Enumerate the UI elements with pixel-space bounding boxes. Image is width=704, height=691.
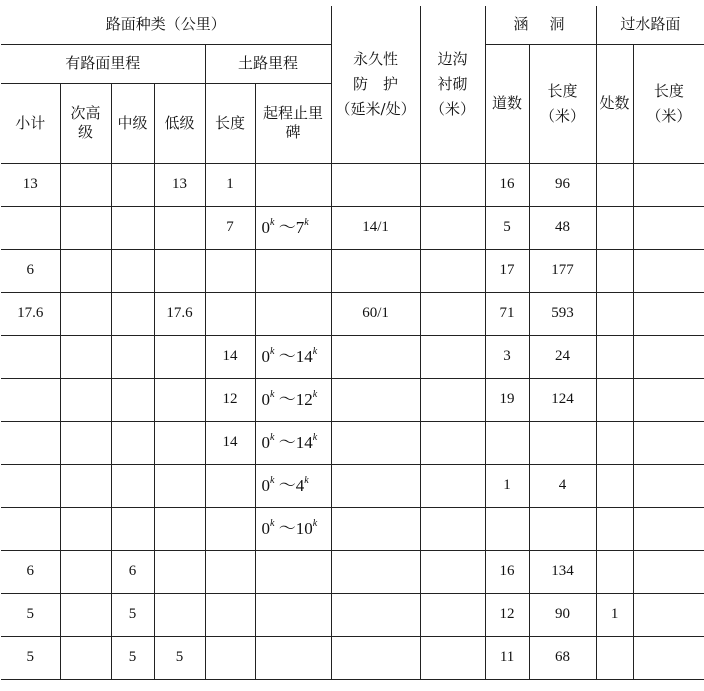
side-ditch-cell	[420, 335, 485, 378]
medium-grade-cell	[111, 206, 154, 249]
low-grade-cell: 5	[154, 636, 205, 679]
ford-count-cell	[596, 421, 633, 464]
subtotal-cell: 5	[1, 636, 60, 679]
side-ditch-cell	[420, 163, 485, 206]
side-ditch-cell	[420, 593, 485, 636]
subtotal-header: 小计	[1, 83, 60, 163]
permanent-protection-cell: 60/1	[331, 292, 420, 335]
start-end-marker-cell	[255, 593, 331, 636]
permanent-protection-cell: 14/1	[331, 206, 420, 249]
dirt-length-cell: 1	[205, 163, 255, 206]
dirt-length-cell: 12	[205, 378, 255, 421]
ford-length-cell	[633, 163, 704, 206]
culvert-count-cell: 19	[485, 378, 529, 421]
table-row	[1, 464, 704, 507]
ford-count-cell	[596, 507, 633, 550]
ford-header: 过水路面	[596, 6, 704, 44]
side-ditch-cell	[420, 421, 485, 464]
permanent-protection-cell	[331, 421, 420, 464]
culvert-length-cell	[529, 507, 596, 550]
permanent-protection-cell	[331, 335, 420, 378]
table-row	[1, 249, 704, 292]
secondary-high-grade-cell	[60, 636, 111, 679]
culvert-count-cell: 11	[485, 636, 529, 679]
table-row	[1, 335, 704, 378]
start-end-marker-cell: 0$^k$ ～7$^k$	[255, 206, 331, 249]
table-row	[1, 292, 704, 335]
start-end-marker-header: 起程止里 碑	[255, 83, 331, 163]
secondary-high-grade-cell	[60, 292, 111, 335]
ford-count-cell	[596, 464, 633, 507]
medium-grade-cell	[111, 507, 154, 550]
start-end-marker-cell: 0$^k$ ～10$^k$	[255, 507, 331, 550]
table-row	[1, 507, 704, 550]
road-statistics-table	[1, 6, 704, 680]
subtotal-cell	[1, 335, 60, 378]
medium-grade-cell	[111, 378, 154, 421]
ford-length-cell	[633, 421, 704, 464]
culvert-count-cell: 1	[485, 464, 529, 507]
ford-length-header: 长度 （米）	[633, 44, 704, 163]
side-ditch-cell	[420, 507, 485, 550]
low-grade-cell	[154, 206, 205, 249]
table-body	[1, 163, 704, 679]
dirt-length-cell	[205, 507, 255, 550]
secondary-high-grade-cell	[60, 163, 111, 206]
ford-length-cell	[633, 507, 704, 550]
dirt-mileage-header: 土路里程	[205, 44, 331, 83]
road-type-header: 路面种类（公里）	[1, 6, 331, 44]
secondary-high-grade-cell	[60, 593, 111, 636]
secondary-high-grade-cell	[60, 249, 111, 292]
low-grade-cell	[154, 335, 205, 378]
subtotal-cell: 6	[1, 550, 60, 593]
culvert-count-cell	[485, 507, 529, 550]
dirt-length-cell	[205, 636, 255, 679]
start-end-marker-cell	[255, 636, 331, 679]
low-grade-cell	[154, 507, 205, 550]
medium-grade-cell	[111, 292, 154, 335]
culvert-length-cell: 134	[529, 550, 596, 593]
low-grade-cell	[154, 421, 205, 464]
side-ditch-cell	[420, 464, 485, 507]
culvert-length-cell: 124	[529, 378, 596, 421]
permanent-protection-cell	[331, 249, 420, 292]
subtotal-cell	[1, 507, 60, 550]
ford-length-cell	[633, 292, 704, 335]
culvert-count-cell: 12	[485, 593, 529, 636]
start-end-marker-cell	[255, 249, 331, 292]
side-ditch-cell	[420, 292, 485, 335]
subtotal-cell: 17.6	[1, 292, 60, 335]
medium-grade-cell	[111, 335, 154, 378]
ford-length-cell	[633, 249, 704, 292]
subtotal-cell	[1, 464, 60, 507]
culvert-length-cell: 4	[529, 464, 596, 507]
culvert-count-cell	[485, 421, 529, 464]
culvert-length-cell: 90	[529, 593, 596, 636]
start-end-marker-cell	[255, 163, 331, 206]
medium-grade-header: 中级	[111, 83, 154, 163]
culvert-length-cell: 68	[529, 636, 596, 679]
ford-count-cell	[596, 335, 633, 378]
low-grade-cell	[154, 464, 205, 507]
ford-count-cell	[596, 378, 633, 421]
low-grade-cell	[154, 249, 205, 292]
permanent-protection-cell	[331, 550, 420, 593]
culvert-count-cell: 71	[485, 292, 529, 335]
paved-mileage-header: 有路面里程	[1, 44, 205, 83]
dirt-length-cell: 7	[205, 206, 255, 249]
secondary-high-grade-cell	[60, 421, 111, 464]
secondary-high-grade-cell	[60, 507, 111, 550]
medium-grade-cell: 5	[111, 593, 154, 636]
medium-grade-cell	[111, 163, 154, 206]
ford-count-cell	[596, 249, 633, 292]
culvert-length-cell: 177	[529, 249, 596, 292]
ford-count-cell	[596, 206, 633, 249]
ford-length-cell	[633, 550, 704, 593]
dirt-length-cell	[205, 292, 255, 335]
subtotal-cell	[1, 206, 60, 249]
secondary-high-grade-cell	[60, 550, 111, 593]
culvert-length-cell: 593	[529, 292, 596, 335]
secondary-high-grade-cell	[60, 206, 111, 249]
low-grade-cell: 17.6	[154, 292, 205, 335]
medium-grade-cell: 6	[111, 550, 154, 593]
subtotal-cell: 5	[1, 593, 60, 636]
permanent-protection-cell	[331, 593, 420, 636]
ford-length-cell	[633, 378, 704, 421]
start-end-marker-cell: 0$^k$ ～14$^k$	[255, 421, 331, 464]
culvert-count-cell: 3	[485, 335, 529, 378]
dirt-length-cell	[205, 249, 255, 292]
start-end-marker-cell: 0$^k$ ～14$^k$	[255, 335, 331, 378]
ford-length-cell	[633, 593, 704, 636]
culvert-count-cell: 16	[485, 163, 529, 206]
subtotal-cell: 13	[1, 163, 60, 206]
dirt-length-header: 长度	[205, 83, 255, 163]
culvert-length-cell: 24	[529, 335, 596, 378]
ford-count-header: 处数	[596, 44, 633, 163]
table-row	[1, 421, 704, 464]
medium-grade-cell	[111, 464, 154, 507]
permanent-protection-cell	[331, 378, 420, 421]
culvert-length-cell	[529, 421, 596, 464]
side-ditch-cell	[420, 206, 485, 249]
ford-length-cell	[633, 206, 704, 249]
ford-count-cell	[596, 163, 633, 206]
culvert-header: 涵 洞	[485, 6, 596, 44]
culvert-count-header: 道数	[485, 44, 529, 163]
culvert-count-cell: 16	[485, 550, 529, 593]
ford-count-cell	[596, 636, 633, 679]
side-ditch-cell	[420, 249, 485, 292]
medium-grade-cell: 5	[111, 636, 154, 679]
table-row	[1, 163, 704, 206]
table-row	[1, 378, 704, 421]
start-end-marker-cell: 0$^k$ ～4$^k$	[255, 464, 331, 507]
table-row	[1, 636, 704, 679]
side-ditch-cell	[420, 378, 485, 421]
table-row	[1, 593, 704, 636]
ford-count-cell: 1	[596, 593, 633, 636]
permanent-protection-header: 永久性 防 护 （延米/处）	[331, 6, 420, 163]
low-grade-cell	[154, 550, 205, 593]
culvert-count-cell: 17	[485, 249, 529, 292]
side-ditch-cell	[420, 550, 485, 593]
culvert-count-cell: 5	[485, 206, 529, 249]
low-grade-cell	[154, 378, 205, 421]
table-row	[1, 206, 704, 249]
ford-length-cell	[633, 464, 704, 507]
dirt-length-cell	[205, 550, 255, 593]
permanent-protection-cell	[331, 636, 420, 679]
medium-grade-cell	[111, 421, 154, 464]
ford-length-cell	[633, 636, 704, 679]
dirt-length-cell: 14	[205, 421, 255, 464]
side-ditch-header: 边沟 衬砌 （米）	[420, 6, 485, 163]
ford-count-cell	[596, 550, 633, 593]
culvert-length-cell: 96	[529, 163, 596, 206]
medium-grade-cell	[111, 249, 154, 292]
dirt-length-cell	[205, 593, 255, 636]
dirt-length-cell	[205, 464, 255, 507]
ford-length-cell	[633, 335, 704, 378]
secondary-high-grade-cell	[60, 335, 111, 378]
subtotal-cell	[1, 421, 60, 464]
table-row	[1, 550, 704, 593]
permanent-protection-cell	[331, 464, 420, 507]
low-grade-cell	[154, 593, 205, 636]
low-grade-cell: 13	[154, 163, 205, 206]
start-end-marker-cell: 0$^k$ ～12$^k$	[255, 378, 331, 421]
permanent-protection-cell	[331, 163, 420, 206]
permanent-protection-cell	[331, 507, 420, 550]
start-end-marker-cell	[255, 550, 331, 593]
subtotal-cell	[1, 378, 60, 421]
culvert-length-cell: 48	[529, 206, 596, 249]
side-ditch-cell	[420, 636, 485, 679]
start-end-marker-cell	[255, 292, 331, 335]
secondary-high-grade-cell	[60, 378, 111, 421]
secondary-high-grade-cell	[60, 464, 111, 507]
dirt-length-cell: 14	[205, 335, 255, 378]
culvert-length-header: 长度 （米）	[529, 44, 596, 163]
secondary-high-grade-header: 次高 级	[60, 83, 111, 163]
low-grade-header: 低级	[154, 83, 205, 163]
ford-count-cell	[596, 292, 633, 335]
subtotal-cell: 6	[1, 249, 60, 292]
